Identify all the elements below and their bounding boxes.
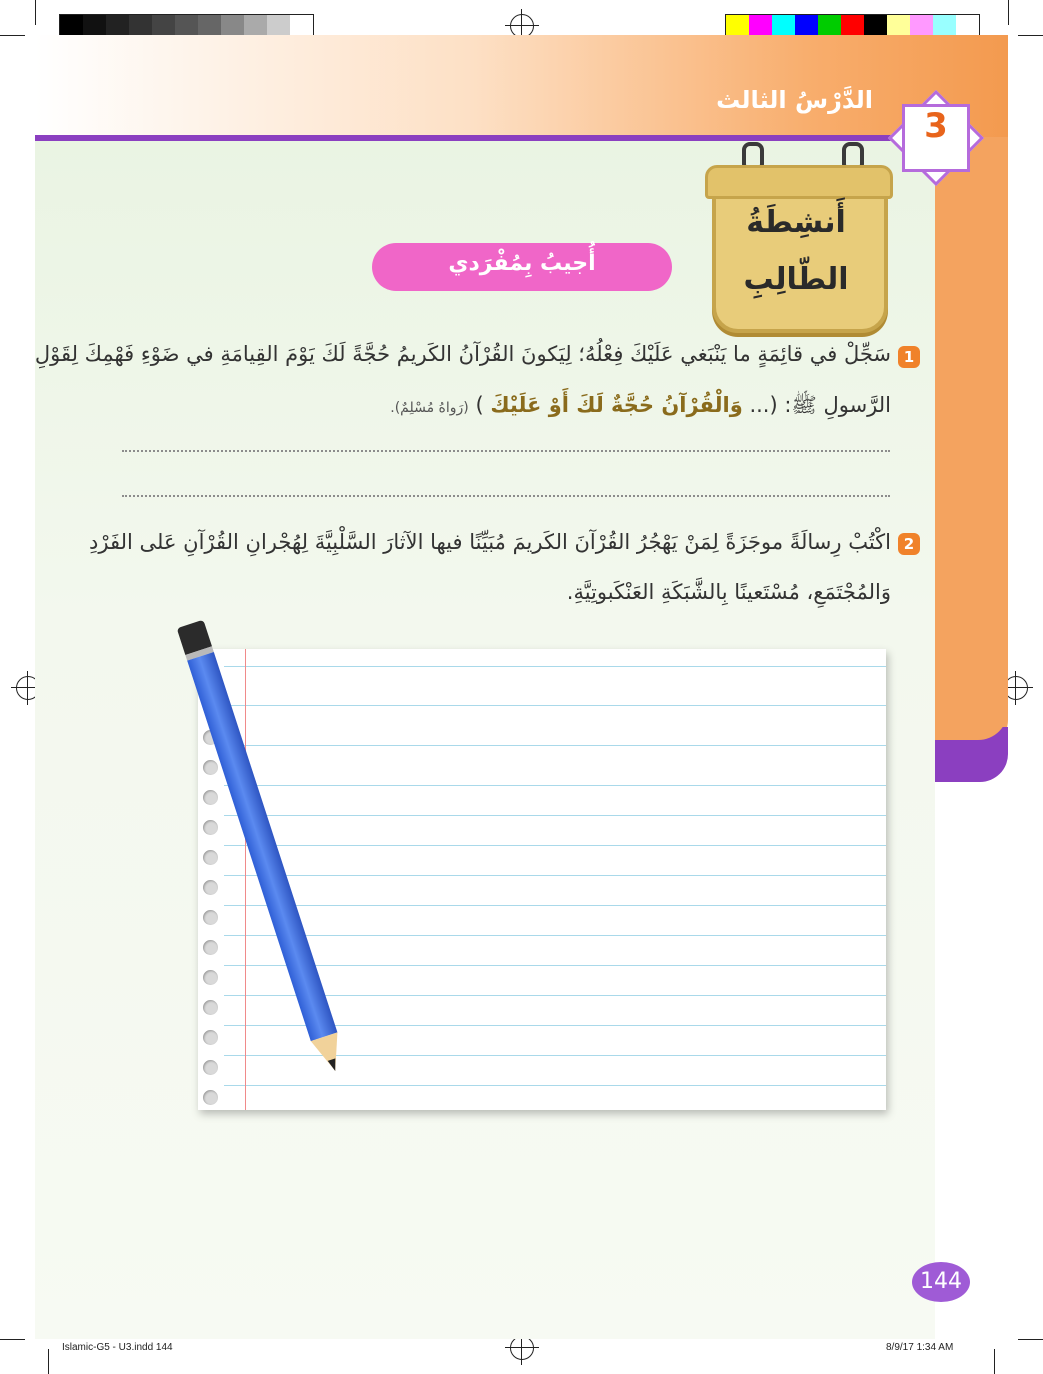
header-divider — [35, 135, 935, 141]
notebook-hole — [203, 1090, 218, 1105]
question-2-line-1: اكْتُبْ رِسالَةً موجَزَةً لِمَنْ يَهْجُرُ القُرْآنَ الكَريمَ مُبَيِّنًا فيها الآثارَ السَّلْبِيَّةَ لِهُجْرانِ القُرْآنِ عَلى الفَرْدِ — [89, 530, 891, 554]
notebook-hole — [203, 1000, 218, 1015]
lesson-number: 3 — [924, 106, 948, 146]
sign-line-1: أَنشِطَةُ — [746, 205, 846, 240]
answer-line[interactable] — [122, 495, 890, 497]
question-1-line-1: سَجِّلْ في قائِمَةٍ ما يَنْبَغي عَلَيْكَ فِعْلُهُ؛ لِيَكونَ القُرْآنُ الكَريمُ حُجَّةً لَكَ يَوْمَ القِيامَةِ في ضَوْءِ فَهْمِكَ لِقَوْلِ — [34, 342, 891, 366]
crop-mark — [1008, 0, 1009, 25]
notebook-hole — [203, 940, 218, 955]
notebook-line — [224, 905, 886, 906]
notebook-hole — [203, 1030, 218, 1045]
lesson-title: الدَّرْسُ الثالث — [716, 86, 873, 114]
notebook-line — [224, 1085, 886, 1086]
notebook-line — [224, 705, 886, 706]
page-number: 144 — [912, 1262, 970, 1302]
hadith-source: (رَواهُ مُسْلِمٌ). — [390, 400, 469, 416]
notebook-line — [224, 666, 886, 667]
activity-sign-top — [705, 165, 893, 199]
crop-mark — [35, 0, 36, 25]
notebook-line — [224, 745, 886, 746]
question-number: 2 — [898, 533, 920, 555]
notebook-hole — [203, 850, 218, 865]
notebook-line — [224, 845, 886, 846]
crop-mark — [0, 35, 25, 36]
question-2-line-2: وَالمُجْتَمَعِ، مُسْتَعينًا بِالشَّبَكَةِ العَنْكَبوتِيَّةِ. — [566, 580, 891, 604]
footer-timestamp: 8/9/17 1:34 AM — [886, 1342, 954, 1353]
notebook-line — [224, 965, 886, 966]
crop-mark — [1018, 1339, 1043, 1340]
crop-mark — [0, 1339, 25, 1340]
notebook-hole — [203, 910, 218, 925]
crop-mark — [1018, 35, 1043, 36]
registration-mark-icon — [510, 1336, 534, 1360]
section-label: أُجيبُ بِمُفْرَدي — [448, 251, 596, 276]
answer-line[interactable] — [122, 450, 890, 452]
notebook-hole — [203, 880, 218, 895]
hadith-quote: وَالْقُرْآنُ حُجَّةٌ لَكَ أَوْ عَلَيْكَ — [490, 393, 743, 417]
notebook-hole — [203, 760, 218, 775]
notebook-hole — [203, 1060, 218, 1075]
question-1-line-2 — [390, 392, 891, 423]
question-number: 1 — [898, 346, 920, 368]
question-1-suffix: ) — [475, 393, 484, 417]
notebook-hole — [203, 970, 218, 985]
sign-line-2: الطّالِبِ — [743, 262, 849, 297]
question-1-prefix: الرَّسولِ ﷺ: (... — [749, 393, 891, 417]
notebook-margin-line — [245, 649, 246, 1110]
notebook-line — [224, 785, 886, 786]
notebook-line — [224, 935, 886, 936]
notebook-answer-area[interactable] — [198, 649, 886, 1110]
crop-mark — [48, 1349, 49, 1374]
notebook-line — [224, 815, 886, 816]
footer-file-info: Islamic-G5 - U3.indd 144 — [62, 1342, 173, 1353]
notebook-hole — [203, 790, 218, 805]
notebook-line — [224, 875, 886, 876]
crop-mark — [994, 1349, 995, 1374]
notebook-hole — [203, 820, 218, 835]
